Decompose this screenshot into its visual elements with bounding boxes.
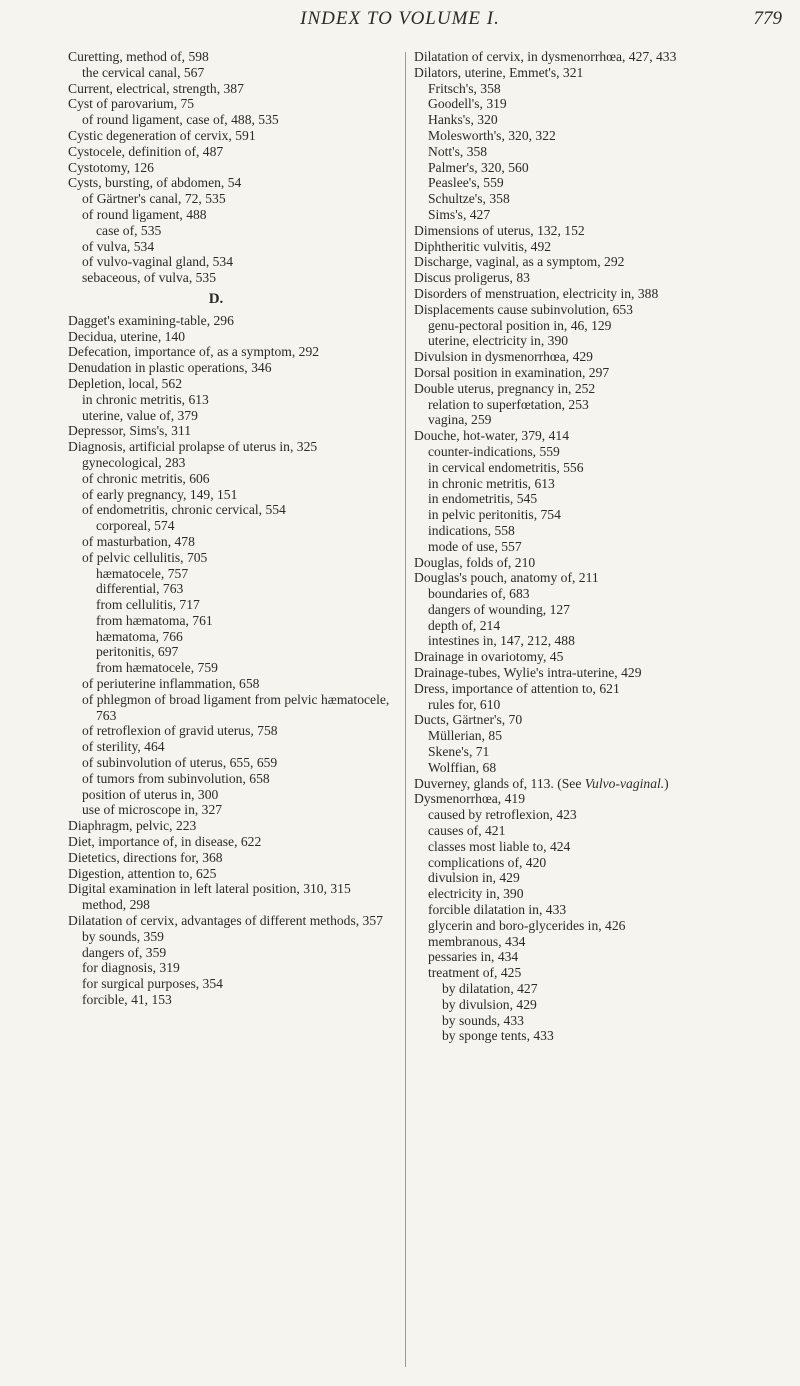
index-subentry: of pelvic cellulitis, 705 (82, 549, 208, 565)
index-subentry: the cervical canal, 567 (82, 64, 205, 80)
entry-text: Duverney, glands of, 113. (See (414, 775, 585, 791)
index-subentry: of endometritis, chronic cervical, 554 (82, 502, 286, 518)
index-subentry: Hanks's, 320 (428, 112, 498, 128)
index-entry: Defecation, importance of, as a symptom, 292 (68, 344, 320, 360)
index-subentry: pessaries in, 434 (428, 949, 519, 965)
index-subentry: by divulsion, 429 (442, 996, 537, 1012)
index-entry: Dietetics, directions for, 368 (68, 849, 223, 865)
index-entry: Dagget's examining-table, 296 (68, 312, 234, 328)
index-entry: Diet, importance of, in disease, 622 (68, 834, 262, 850)
index-subentry: intestines in, 147, 212, 488 (428, 633, 575, 649)
index-subentry: of Gärtner's canal, 72, 535 (82, 191, 226, 207)
index-entry: Dilatation of cervix, advantages of different methods, 357 (68, 913, 383, 929)
index-subentry: method, 298 (82, 897, 150, 913)
index-subentry: Fritsch's, 358 (428, 80, 501, 96)
index-entry: Depressor, Sims's, 311 (68, 423, 191, 439)
index-subentry: forcible dilatation in, 433 (428, 902, 567, 918)
index-subentry: dangers of wounding, 127 (428, 601, 570, 617)
index-subentry: sebaceous, of vulva, 535 (82, 270, 217, 286)
index-column-left (68, 49, 394, 1008)
index-entry: Douche, hot-water, 379, 414 (414, 428, 569, 444)
index-subentry: Nott's, 358 (428, 143, 488, 159)
index-subentry: by sponge tents, 433 (442, 1028, 554, 1044)
index-entry: Dilatation of cervix, in dysmenorrhœa, 427, 433 (414, 49, 677, 64)
index-subentry: depth of, 214 (428, 617, 501, 633)
index-subentry: from hæmatocele, 759 (96, 660, 218, 676)
index-entry: Displacements cause subinvolution, 653 (414, 301, 633, 317)
index-entry: Diaphragm, pelvic, 223 (68, 818, 197, 834)
index-subentry: from cellulitis, 717 (96, 597, 200, 613)
index-subentry: counter-indications, 559 (428, 443, 560, 459)
section-heading: D. (208, 290, 224, 307)
index-entry: Digital examination in left lateral position, 310, 315 (68, 881, 351, 897)
index-subentry: of phlegmon of broad ligament from pelvic hæmatocele, 763 (82, 691, 390, 723)
index-entry: Dimensions of uterus, 132, 152 (414, 222, 585, 238)
index-subentry: Wolffian, 68 (428, 759, 497, 775)
index-entry: Cystocele, definition of, 487 (68, 143, 224, 159)
index-subentry: genu-pectoral position in, 46, 129 (428, 317, 612, 333)
index-entry: Cyst of parovarium, 75 (68, 96, 195, 112)
index-entry: Cystotomy, 126 (68, 159, 154, 175)
index-subentry: of round ligament, case of, 488, 535 (82, 112, 279, 128)
index-entry: Douglas, folds of, 210 (414, 554, 536, 570)
index-subentry: indications, 558 (428, 522, 515, 538)
entry-text-tail: ) (664, 775, 669, 791)
index-entry: Double uterus, pregnancy in, 252 (414, 380, 596, 396)
index-entry: Discharge, vaginal, as a symptom, 292 (414, 254, 625, 270)
index-entry: Drainage in ovariotomy, 45 (414, 649, 564, 665)
index-subentry: of vulva, 534 (82, 238, 155, 254)
index-entry: Curetting, method of, 598 (68, 49, 209, 64)
index-subentry: by sounds, 359 (82, 928, 164, 944)
index-entry: Dress, importance of attention to, 621 (414, 680, 620, 696)
page-number: 779 (753, 8, 782, 29)
index-subentry: vagina, 259 (428, 412, 492, 428)
index-entry (414, 776, 766, 792)
index-subentry: peritonitis, 697 (96, 644, 179, 660)
index-subentry: complications of, 420 (428, 854, 547, 870)
index-entry: Diphtheritic vulvitis, 492 (414, 238, 552, 254)
column-divider (405, 52, 406, 1367)
index-subentry: Sims's, 427 (428, 206, 491, 222)
index-subentry: rules for, 610 (428, 696, 501, 712)
index-entry: Cystic degeneration of cervix, 591 (68, 127, 256, 143)
index-subentry: of round ligament, 488 (82, 206, 207, 222)
running-title: INDEX TO VOLUME I. (300, 8, 500, 29)
index-entry: Decidua, uterine, 140 (68, 328, 186, 344)
index-entry: Discus proligerus, 83 (414, 270, 530, 286)
index-entry: Disorders of menstruation, electricity in, 388 (414, 285, 659, 301)
index-subentry: dangers of, 359 (82, 944, 167, 960)
index-entry: Dysmenorrhœa, 419 (414, 791, 525, 807)
index-subentry: hæmatocele, 757 (96, 565, 189, 581)
index-subentry: divulsion in, 429 (428, 870, 520, 886)
index-entry: Diagnosis, artificial prolapse of uterus in, 325 (68, 439, 318, 455)
index-subentry: Molesworth's, 320, 322 (428, 127, 556, 143)
index-subentry: of periuterine inflammation, 658 (82, 676, 260, 692)
index-entry: Denudation in plastic operations, 346 (68, 360, 272, 376)
index-subentry: of tumors from subinvolution, 658 (82, 770, 270, 786)
index-subentry: in chronic metritis, 613 (82, 391, 209, 407)
index-subentry: of masturbation, 478 (82, 533, 195, 549)
index-subentry: of vulvo-vaginal gland, 534 (82, 254, 234, 270)
index-subentry: caused by retroflexion, 423 (428, 807, 577, 823)
index-subentry: electricity in, 390 (428, 886, 524, 902)
index-entry: Dilators, uterine, Emmet's, 321 (414, 64, 584, 80)
index-entry: Douglas's pouch, anatomy of, 211 (414, 570, 599, 586)
index-subentry: from hæmatoma, 761 (96, 612, 213, 628)
index-subentry: by dilatation, 427 (442, 981, 538, 997)
index-subentry: of subinvolution of uterus, 655, 659 (82, 755, 278, 771)
index-subentry: of sterility, 464 (82, 739, 165, 755)
index-subentry: of early pregnancy, 149, 151 (82, 486, 238, 502)
index-subentry: of chronic metritis, 606 (82, 470, 210, 486)
index-subentry: of retroflexion of gravid uterus, 758 (82, 723, 278, 739)
index-subentry: in pelvic peritonitis, 754 (428, 507, 561, 523)
index-entry: Ducts, Gärtner's, 70 (414, 712, 523, 728)
index-subentry: use of microscope in, 327 (82, 802, 223, 818)
index-subentry: Müllerian, 85 (428, 728, 502, 744)
index-subentry: for surgical purposes, 354 (82, 976, 223, 992)
index-subentry: treatment of, 425 (428, 965, 522, 981)
index-subentry: gynecological, 283 (82, 454, 186, 470)
index-subentry: Skene's, 71 (428, 744, 490, 760)
index-subentry: causes of, 421 (428, 823, 506, 839)
index-entry: Drainage-tubes, Wylie's intra-uterine, 429 (414, 665, 642, 681)
index-entry: Current, electrical, strength, 387 (68, 80, 244, 96)
index-subentry: in cervical endometritis, 556 (428, 459, 584, 475)
index-subentry: uterine, electricity in, 390 (428, 333, 569, 349)
index-subentry: for diagnosis, 319 (82, 960, 180, 976)
index-subentry: Palmer's, 320, 560 (428, 159, 529, 175)
index-subentry: Goodell's, 319 (428, 96, 507, 112)
index-entry: Divulsion in dysmenorrhœa, 429 (414, 349, 593, 365)
index-subentry: membranous, 434 (428, 933, 526, 949)
index-subentry: in endometritis, 545 (428, 491, 538, 507)
index-subentry: hæmatoma, 766 (96, 628, 183, 644)
index-subentry: classes most liable to, 424 (428, 838, 571, 854)
index-subentry: corporeal, 574 (96, 518, 175, 534)
index-entry: Dorsal position in examination, 297 (414, 364, 610, 380)
cross-reference: Vulvo-vaginal. (584, 775, 665, 791)
index-entry: Digestion, attention to, 625 (68, 865, 217, 881)
index-subentry: Schultze's, 358 (428, 191, 510, 207)
index-subentry: forcible, 41, 153 (82, 992, 172, 1008)
index-subentry: by sounds, 433 (442, 1012, 524, 1028)
index-entry: Depletion, local, 562 (68, 375, 183, 391)
index-column-right (414, 49, 766, 1044)
index-entry: Cysts, bursting, of abdomen, 54 (68, 175, 242, 191)
index-subentry: case of, 535 (96, 222, 162, 238)
page-header (0, 8, 800, 38)
index-subentry: uterine, value of, 379 (82, 407, 198, 423)
index-subentry: differential, 763 (96, 581, 184, 597)
index-subentry: Peaslee's, 559 (428, 175, 504, 191)
index-subentry: mode of use, 557 (428, 538, 522, 554)
index-subentry: in chronic metritis, 613 (428, 475, 555, 491)
index-subentry: relation to superfœtation, 253 (428, 396, 589, 412)
index-subentry: glycerin and boro-glycerides in, 426 (428, 917, 626, 933)
index-subentry: position of uterus in, 300 (82, 786, 219, 802)
index-subentry: boundaries of, 683 (428, 586, 530, 602)
